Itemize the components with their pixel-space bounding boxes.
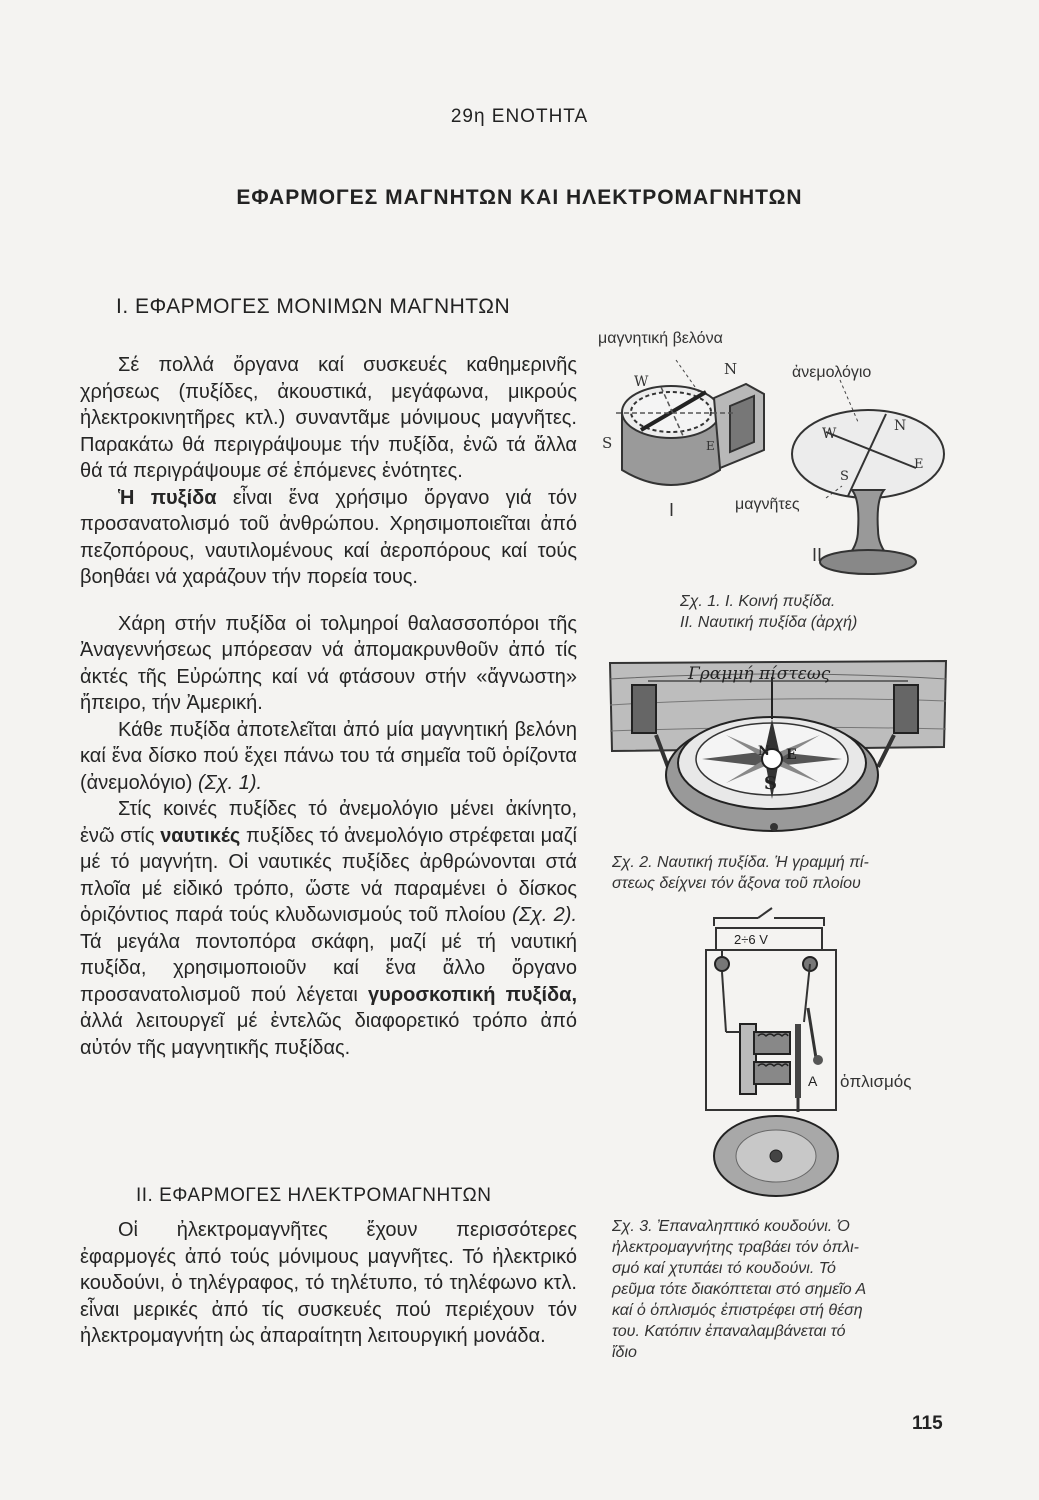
section-2-heading: ΙΙ. ΕΦΑΡΜΟΓΕΣ ΗΛΕΚΤΡΟΜΑΓΝΗΤΩΝ bbox=[136, 1185, 492, 1206]
chapter-title: ΕΦΑΡΜΟΓΕΣ ΜΑΓΝΗΤΩΝ ΚΑΙ ΗΛΕΚΤΡΟΜΑΓΝΗΤΩΝ bbox=[236, 186, 803, 209]
label-magnets: μαγνῆτες bbox=[735, 496, 800, 513]
label-E-1: E bbox=[706, 439, 715, 453]
paragraph: Οἱ ἠλεκτρομαγνῆτες ἔχουν περισσότερες ἐφαρμογές ἀπό τούς μόνιμους μαγνῆτες. Τό ἠλεκτρικό κουδούνι, ὁ τηλέγραφος, τό τηλέτυπο, τό τηλέφωνο κτλ. εἶναι μερικές ἀπό τίς συσκευές πού περιέχουν τόν ἠλεκτρομαγνήτη ὡς ἀπαραίτητη λειτουργική μονάδα. bbox=[80, 1219, 577, 1347]
page-number: 115 bbox=[912, 1413, 943, 1434]
paragraph: Σέ πολλά ὄργανα καί συσκευές καθημερινῆς χρήσεως (πυξίδες, ἀκουστικά, μεγάφωνα, μικρούς ἠλεκτροκινητῆρες κτλ.) συναντᾶμε μόνιμους μαγνῆτες. Παρακάτω θά περιγράψουμε τήν πυξίδα, ἐνῶ τά ἄλλα θά τά περιγράψουμε σέ ἑπόμενες ἑνότητες. bbox=[80, 354, 577, 482]
figure-2-caption: Σχ. 2. Ναυτική πυξίδα. Ἡ γραμμή πί- στεως δείχνει τόν ἄξονα τοῦ πλοίου bbox=[612, 854, 869, 892]
figure-3-electric-bell bbox=[696, 898, 876, 1198]
label-S: S bbox=[602, 434, 613, 452]
label-rose-S: S bbox=[840, 469, 849, 484]
unit-number: 29η ΕΝΟΤΗΤΑ bbox=[450, 106, 589, 127]
label-W: W bbox=[634, 374, 649, 390]
label-armature: ὁπλισμός bbox=[840, 1072, 912, 1091]
label-rose-E: E bbox=[914, 457, 924, 472]
label-compass-rose: ἀνεμολόγιο bbox=[792, 364, 872, 381]
label-figure-I: Ι bbox=[669, 500, 675, 520]
rose-label-E: E bbox=[786, 747, 797, 763]
paragraph: Χάρη στήν πυξίδα οἱ τολμηροί θαλασσοπόροι τῆς Ἀναγεννήσεως μπόρεσαν νά ἀπομακρυνθοῦν ἀπό τίς ἀκτές τῆς Εὐρώπης καί νά φτάσουν στήν «ἄγνωστη» ἤπειρο, τήν Ἀμερική. bbox=[80, 612, 577, 714]
label-rose-W: W bbox=[822, 426, 837, 442]
figure-2-nautical-compass bbox=[608, 655, 948, 845]
label-magnetic-needle: μαγνητική βελόνα bbox=[598, 330, 723, 347]
figure-3-caption: Σχ. 3. Ἐπαναληπτικό κουδούνι. Ὁ ἠλεκτρομαγνήτης τραβάει τόν ὁπλι- σμό καί χτυπάει τό κουδούνι. Τό ρεῦμα τότε διακόπτεται στό σημεῖο Α καί ὁ ὁπλισμός ἐπιστρέφει στή θέση του. Κατόπιν ἐπαναλαμβάνεται τό ἴδιο bbox=[612, 1218, 867, 1361]
section-2-text bbox=[80, 1217, 577, 1350]
figure-1-caption: Σχ. 1. Ι. Κοινή πυξίδα. ΙΙ. Ναυτική πυξίδα (ἀρχή) bbox=[680, 593, 858, 631]
label-N: N bbox=[724, 360, 738, 378]
label-voltage: 2÷6 V bbox=[734, 932, 768, 947]
rose-label-N: N bbox=[758, 744, 770, 759]
figure-1-compass-illustration bbox=[596, 350, 956, 590]
section-1-text bbox=[80, 352, 577, 1061]
section-1-heading: Ι. ΕΦΑΡΜΟΓΕΣ ΜΟΝΙΜΩΝ ΜΑΓΝΗΤΩΝ bbox=[116, 295, 511, 318]
label-lubber-line: Γραμμή πίστεως bbox=[688, 664, 831, 684]
paragraph: Κάθε πυξίδα ἀποτελεῖται ἀπό μία μαγνητική βελόνη καί ἕνα δίσκο πού ἔχει πάνω του τά σημεῖα τοῦ ὁρίζοντα (ἀνεμολόγιο) (Σχ. 1). bbox=[80, 718, 577, 794]
rose-label-S: S bbox=[764, 773, 777, 794]
label-rose-N: N bbox=[894, 418, 907, 434]
paragraph: Ἡ πυξίδα εἶναι ἕνα χρήσιμο ὄργανο γιά τόν προσανατολισμό τοῦ ἀνθρώπου. Χρησιμοποιεῖται ἀπό πεζοπόρους, ναυτιλομένους καί ἀεροπόρους καί τούς βοηθάει νά χαράζουν τήν πορεία τους. bbox=[80, 486, 577, 588]
label-figure-II: ΙΙ bbox=[812, 545, 823, 565]
label-contact-A: Α bbox=[808, 1073, 818, 1089]
paragraph: Στίς κοινές πυξίδες τό ἀνεμολόγιο μένει ἀκίνητο, ἐνῶ στίς ναυτικές πυξίδες τό ἀνεμολόγιο στρέφεται μαζί μέ τό μαγνήτη. Οἱ ναυτικές πυξίδες ἀρθρώνονται στά πλοῖα μέ εἰδικό τρόπο, ὥστε νά παραμένει ὁ δίσκος ὁριζόντιος παρά τούς κλυδωνισμούς τοῦ πλοίου (Σχ. 2). Τά μεγάλα ποντοπόρα σκάφη, μαζί μέ τή ναυτική πυξίδα, χρησιμοποιοῦν καί ἕνα ἄλλο ὄργανο προσανατολισμοῦ πού λέγεται γυροσκοπική πυξίδα, ἀλλά λειτουργεῖ μέ ἐντελῶς διαφορετικό τρόπο ἀπό αὐτόν τῆς μαγνητικῆς πυξίδας. bbox=[80, 798, 577, 1059]
